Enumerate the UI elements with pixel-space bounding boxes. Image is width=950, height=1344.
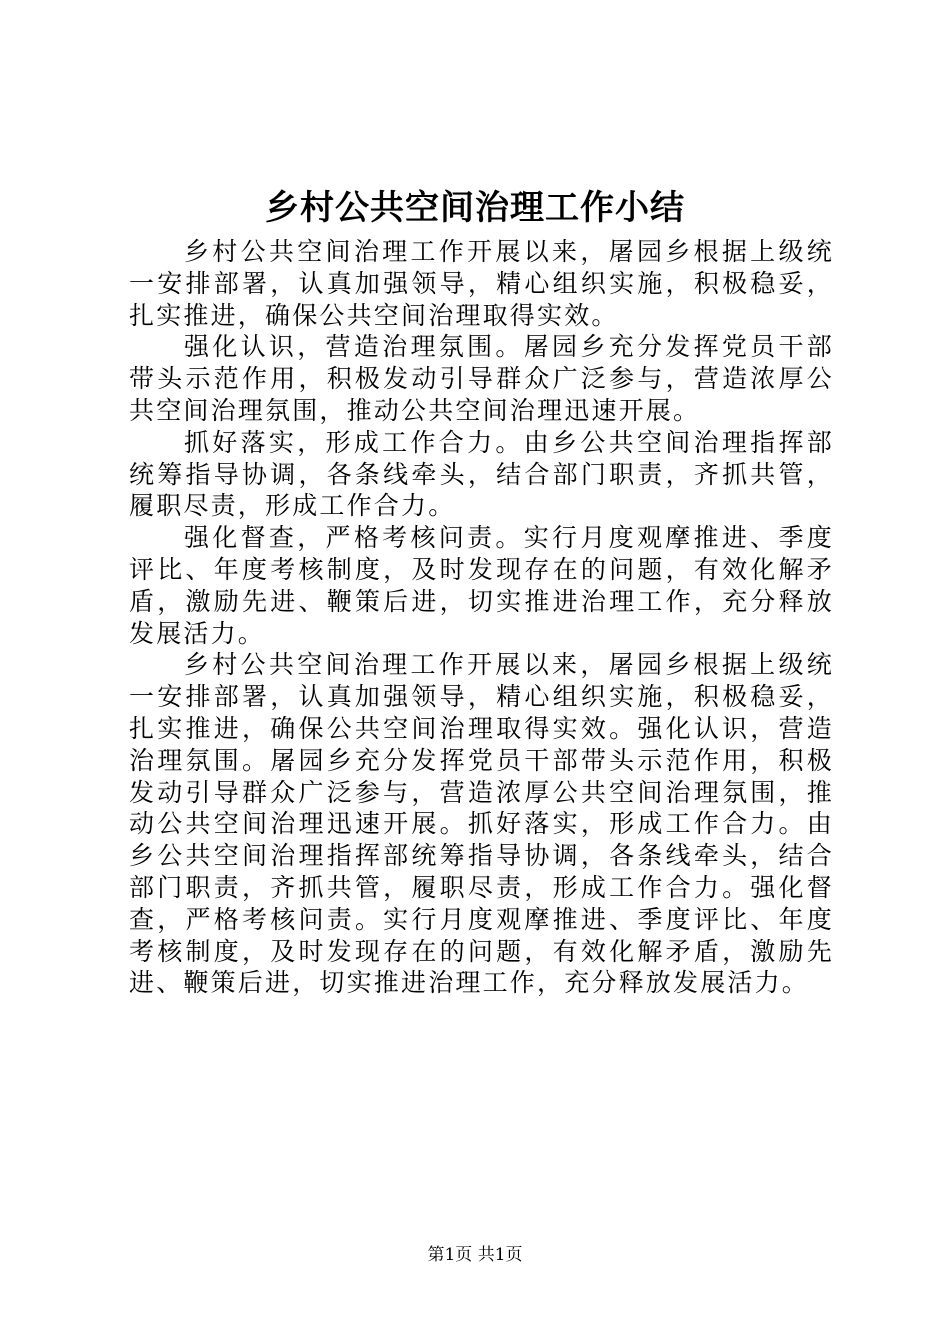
document-body [129,236,834,999]
paragraph: 强化督查，严格考核问责。实行月度观摩推进、季度评比、年度考核制度，及时发现存在的问题，有效化解矛盾，激励先进、鞭策后进，切实推进治理工作，充分释放发展活力。 [129,523,834,648]
paragraph: 乡村公共空间治理工作开展以来，屠园乡根据上级统一安排部署，认真加强领导，精心组织实施，积极稳妥，扎实推进，确保公共空间治理取得实效。强化认识，营造治理氛围。屠园乡充分发挥党员干部带头示范作用，积极发动引导群众广泛参与，营造浓厚公共空间治理氛围，推动公共空间治理迅速开展。抓好落实，形成工作合力。由乡公共空间治理指挥部统筹指导协调，各条线牵头，结合部门职责，齐抓共管，履职尽责，形成工作合力。强化督查，严格考核问责。实行月度观摩推进、季度评比、年度考核制度，及时发现存在的问题，有效化解矛盾，激励先进、鞭策后进，切实推进治理工作，充分释放发展活力。 [129,650,834,998]
paragraph: 抓好落实，形成工作合力。由乡公共空间治理指挥部统筹指导协调，各条线牵头，结合部门职责，齐抓共管，履职尽责，形成工作合力。 [129,427,834,521]
paragraph: 强化认识，营造治理氛围。屠园乡充分发挥党员干部带头示范作用，积极发动引导群众广泛参与，营造浓厚公共空间治理氛围，推动公共空间治理迅速开展。 [129,332,834,425]
document-title: 乡村公共空间治理工作小结 [265,188,685,228]
paragraph: 乡村公共空间治理工作开展以来，屠园乡根据上级统一安排部署，认真加强领导，精心组织实施，积极稳妥，扎实推进，确保公共空间治理取得实效。 [129,237,834,330]
page-footer: 第1页 共1页 [427,1245,523,1265]
